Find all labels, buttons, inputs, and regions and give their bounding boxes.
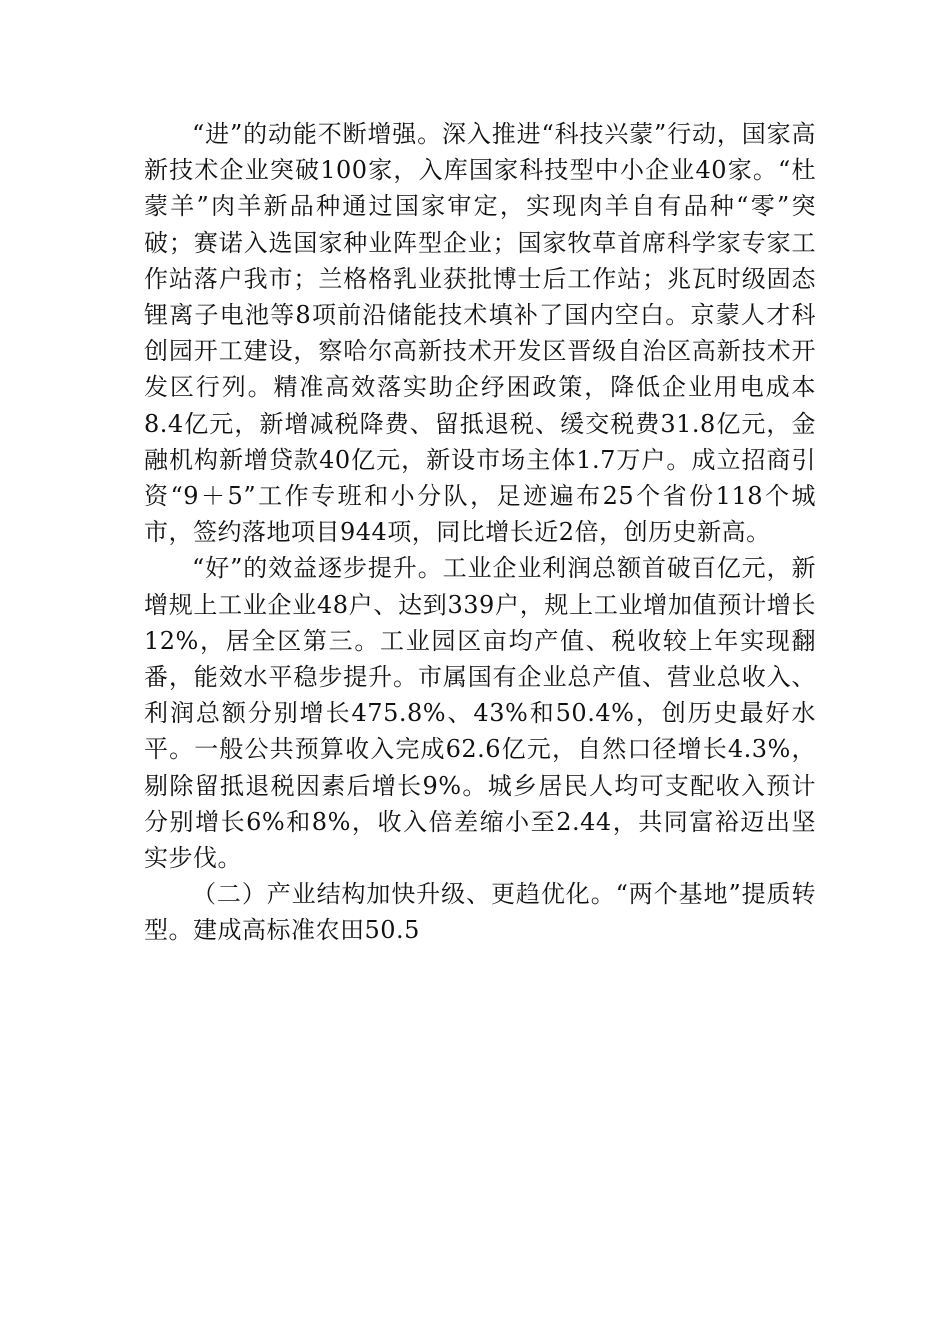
paragraph-industry-structure: （二）产业结构加快升级、更趋优化。“两个基地”提质转型。建成高标准农田50.5: [144, 880, 816, 945]
paragraph-innovation: “进”的动能不断增强。深入推进“科技兴蒙”行动，国家高新技术企业突破100家，入库国家科技型中小企业40家。“杜蒙羊”肉羊新品种通过国家审定，实现肉羊自有品种“零”突破；赛诺入选国家种业阵型企业；国家牧草首席科学家专家工作站落户我市；兰格格乳业获批博士后工作站；兆瓦时级固态锂离子电池等8项前沿储能技术填补了国内空白。京蒙人才科创园开工建设，察哈尔高新技术开发区晋级自治区高新技术开发区行列。精准高效落实助企纾困政策，降低企业用电成本8.4亿元，新增减税降费、留抵退税、缓交税费31.8亿元，金融机构新增贷款40亿元，新设市场主体1.7万户。成立招商引资“9＋5”工作专班和小分队，足迹遍布25个省份118个城市，签约落地项目944项，同比增长近2倍，创历史新高。: [144, 120, 816, 547]
paragraph-benefits: “好”的效益逐步提升。工业企业利润总额首破百亿元，新增规上工业企业48户、达到339户，规上工业增加值预计增长12%，居全区第三。工业园区亩均产值、税收较上年实现翻番，能效水平稳步提升。市属国有企业总产值、营业总收入、利润总额分别增长475.8%、43%和50.4%，创历史最好水平。一般公共预算收入完成62.6亿元，自然口径增长4.3%，剔除留抵退税因素后增长9%。城乡居民人均可支配收入预计分别增长6%和8%，收入倍差缩小至2.44，共同富裕迈出坚实步伐。: [144, 554, 816, 873]
document-body: [144, 116, 816, 949]
